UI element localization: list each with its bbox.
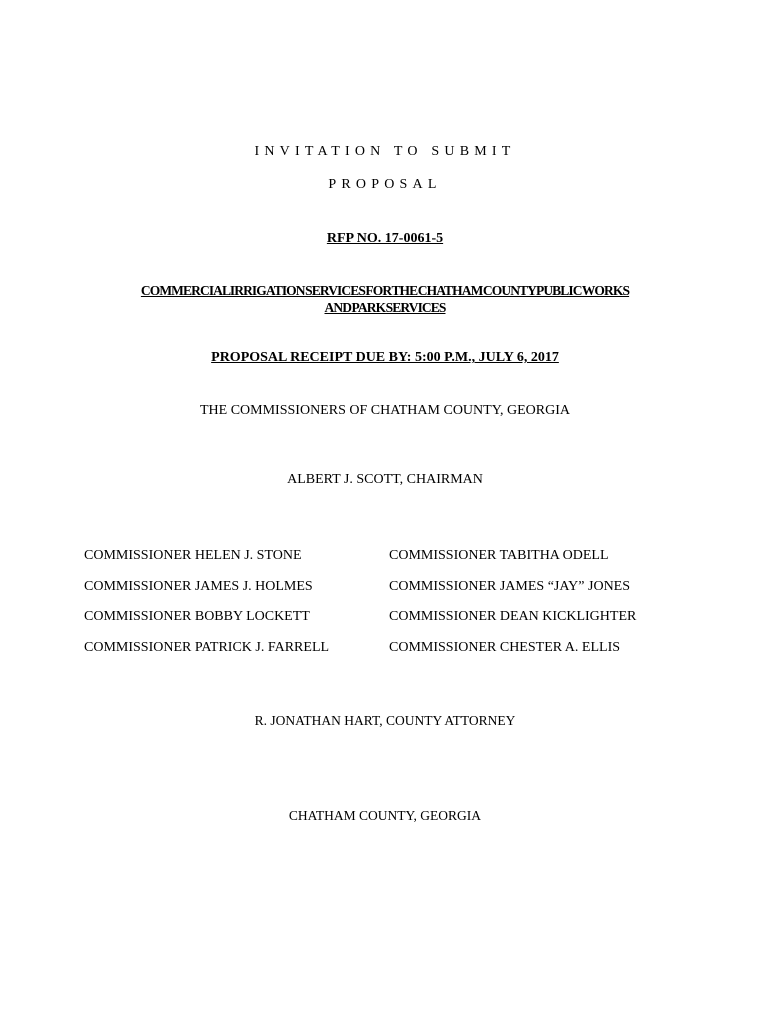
commissioner-right: COMMISSIONER DEAN KICKLIGHTER (389, 609, 637, 624)
project-title-line-1: COMMERCIAL IRRIGATION SERVICES FOR THE CHATHAM COUNTY PUBLIC WORKS (140, 283, 630, 298)
project-title-line-2: AND PARK SERVICES (324, 300, 446, 315)
due-date: PROPOSAL RECEIPT DUE BY: 5:00 P.M., JULY 6, 2017 (211, 350, 559, 365)
commissioner-left: COMMISSIONER JAMES J. HOLMES (84, 578, 313, 594)
commissioner-left: COMMISSIONER HELEN J. STONE (84, 548, 302, 563)
county-name: CHATHAM COUNTY, GEORGIA (288, 808, 482, 823)
commissioner-right: COMMISSIONER TABITHA ODELL (389, 548, 609, 563)
commissioner-right: COMMISSIONER CHESTER A. ELLIS (389, 639, 621, 655)
commissioner-left: COMMISSIONER PATRICK J. FARRELL (84, 639, 330, 655)
commissioner-row (84, 609, 704, 640)
county-attorney: R. JONATHAN HART, COUNTY ATTORNEY (254, 713, 516, 728)
chairman: ALBERT J. SCOTT, CHAIRMAN (287, 472, 483, 487)
rfp-number: RFP NO. 17-0061-5 (326, 231, 444, 246)
commissioner-right: COMMISSIONER JAMES “JAY” JONES (389, 578, 631, 594)
commissioner-row (84, 640, 704, 671)
commissioner-left: COMMISSIONER BOBBY LOCKETT (84, 609, 310, 624)
heading-line-2: PROPOSAL (328, 177, 442, 192)
heading-line-1: INVITATION TO SUBMIT (254, 144, 516, 159)
board-name: THE COMMISSIONERS OF CHATHAM COUNTY, GEORGIA (200, 403, 570, 418)
commissioner-row (84, 548, 704, 579)
commissioners-list (84, 548, 704, 670)
commissioner-row (84, 579, 704, 610)
